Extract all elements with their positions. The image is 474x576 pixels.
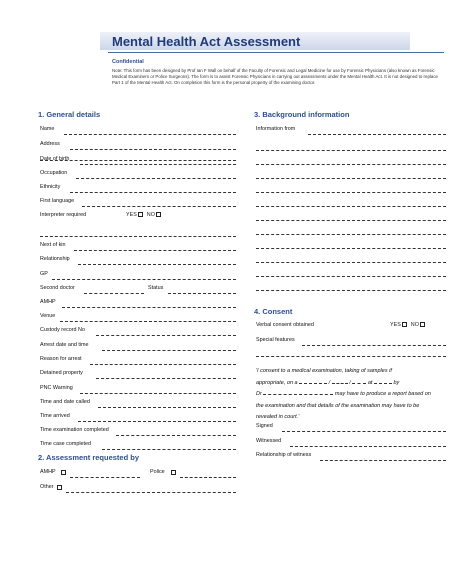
field-witness-relationship-label: Relationship of witness <box>256 452 312 458</box>
field-pnc-warning-label: PNC Warning <box>40 385 73 391</box>
field-special-features-label: Special features <box>256 337 295 343</box>
field-first-language[interactable] <box>40 198 236 207</box>
requested-police-checkbox[interactable] <box>171 470 176 475</box>
field-requested-other[interactable] <box>40 484 236 493</box>
background-line-1[interactable] <box>256 150 446 151</box>
field-occupation[interactable] <box>40 170 236 179</box>
field-amhp[interactable] <box>40 299 236 308</box>
field-occupation-line[interactable] <box>76 178 236 179</box>
background-line-10[interactable] <box>256 276 446 277</box>
field-signed[interactable] <box>256 423 446 432</box>
field-second-doctor-line[interactable] <box>84 293 144 294</box>
field-name-line[interactable] <box>64 134 236 135</box>
field-special-features[interactable] <box>256 337 446 346</box>
field-address[interactable] <box>40 141 236 150</box>
section-assessment-heading: 2. Assessment requested by <box>38 453 140 462</box>
field-venue[interactable] <box>40 313 236 322</box>
field-detained-property[interactable] <box>40 370 236 379</box>
consent-no-checkbox[interactable] <box>420 322 425 327</box>
field-time-arrived-label: Time arrived <box>40 413 70 419</box>
field-dob-line[interactable] <box>80 164 236 165</box>
special-features-line-2[interactable] <box>256 356 446 357</box>
field-witnessed-label: Witnessed <box>256 438 282 444</box>
field-first-language-line[interactable] <box>82 206 236 207</box>
field-name-label: Name <box>40 126 55 132</box>
confidential-label: Confidential <box>112 59 144 65</box>
consent-line-1: 'I consent to a medical examination, taking of samples if <box>256 368 392 374</box>
field-time-case-completed-label: Time case completed <box>40 441 92 447</box>
field-detained-property-line[interactable] <box>96 378 236 379</box>
field-requested-other-line[interactable] <box>66 492 236 493</box>
consent-yes-no <box>390 322 429 328</box>
field-dob-label: Date of birth <box>40 156 70 162</box>
consent-yes-checkbox[interactable] <box>402 322 407 327</box>
section-background-heading: 3. Background information <box>254 110 350 119</box>
field-arrest-datetime-label: Arrest date and time <box>40 342 89 348</box>
field-time-case-completed-line[interactable] <box>102 449 236 450</box>
field-requested-amhp-label: AMHP <box>40 469 56 475</box>
field-info-from-line[interactable] <box>308 134 446 135</box>
field-ethnicity[interactable] <box>40 184 236 193</box>
field-ethnicity-label: Ethnicity <box>40 184 61 190</box>
field-requested-other-label: Other <box>40 484 54 490</box>
field-venue-label: Venue <box>40 313 56 319</box>
consent-no-label: NO <box>410 322 419 328</box>
consent-line-2: appropriate, on a / / at by <box>256 379 400 386</box>
background-line-6[interactable] <box>256 220 446 221</box>
field-relationship-line[interactable] <box>78 264 236 265</box>
field-amhp-label: AMHP <box>40 299 56 305</box>
field-next-of-kin-label: Next of kin <box>40 242 66 248</box>
field-pnc-warning[interactable] <box>40 385 236 394</box>
field-second-doctor[interactable] <box>40 285 144 294</box>
background-line-11[interactable] <box>256 290 446 291</box>
field-time-exam-completed[interactable] <box>40 427 236 436</box>
form-note: Note: This form has been designed by Prof Ian F Wall on behalf of the Faculty of Forensic and Legal Medicine for use by Forensic Physicians (also known as Forensic Medical Examiners or Police Surgeons). The form is to assist Forensic Physicians in carrying out assessments under the Mental Health Act. It is not designed to replace Part 1 of the Mental Health Act. On completion this form is the personal property of the examining doctor. <box>112 68 438 85</box>
consent-doctor-blank[interactable] <box>263 389 333 395</box>
field-pnc-warning-line[interactable] <box>80 393 236 394</box>
interpreter-yes-label: YES <box>126 212 137 218</box>
field-special-features-line[interactable] <box>302 345 446 346</box>
field-verbal-consent-label: Verbal consent obtained <box>256 322 314 328</box>
field-time-called-label: Time and date called <box>40 399 90 405</box>
requested-other-checkbox[interactable] <box>57 485 62 490</box>
field-info-from-label: Information from <box>256 126 296 132</box>
field-next-of-kin-line[interactable] <box>74 250 236 251</box>
requested-amhp-checkbox[interactable] <box>61 470 66 475</box>
field-relationship-label: Relationship <box>40 256 70 262</box>
field-requested-police-line[interactable] <box>180 477 236 478</box>
field-time-exam-completed-label: Time examination completed <box>40 427 109 433</box>
section-general-heading: 1. General details <box>38 110 101 119</box>
background-line-4[interactable] <box>256 192 446 193</box>
consent-time-blank[interactable] <box>374 378 392 384</box>
field-next-of-kin[interactable] <box>40 242 236 251</box>
field-reason-arrest-label: Reason for arrest <box>40 356 82 362</box>
field-time-exam-completed-line[interactable] <box>116 435 236 436</box>
field-witness-relationship-line[interactable] <box>320 460 446 461</box>
consent-date-blank[interactable] <box>299 378 327 384</box>
field-venue-line[interactable] <box>60 321 236 322</box>
field-reason-arrest[interactable] <box>40 356 236 365</box>
interpreter-line[interactable] <box>40 236 236 237</box>
field-time-called-line[interactable] <box>98 407 236 408</box>
consent-line-4: the examination and that details of the examination may have to be <box>256 402 420 409</box>
interpreter-yes-checkbox[interactable] <box>138 212 143 217</box>
background-line-2[interactable] <box>256 164 446 165</box>
field-status[interactable] <box>148 285 236 294</box>
field-custody-record-line[interactable] <box>96 335 236 336</box>
field-requested-police[interactable] <box>150 469 236 478</box>
field-signed-line[interactable] <box>282 431 446 432</box>
field-gp-label: GP <box>40 271 48 277</box>
background-line-3[interactable] <box>256 178 446 179</box>
field-status-line[interactable] <box>168 293 236 294</box>
field-gp-line[interactable] <box>52 279 236 280</box>
interpreter-no-label: NO <box>146 212 155 218</box>
field-second-doctor-label: Second doctor <box>40 285 75 291</box>
field-requested-police-label: Police <box>150 469 165 475</box>
field-time-arrived-line[interactable] <box>78 421 236 422</box>
field-time-called[interactable] <box>40 399 236 408</box>
field-witnessed-line[interactable] <box>290 446 446 447</box>
field-detained-property-label: Detained property <box>40 370 83 376</box>
interpreter-yes-no <box>126 212 165 218</box>
background-line-8[interactable] <box>256 248 446 249</box>
field-requested-amhp[interactable] <box>40 469 140 478</box>
consent-line-3: Dr may have to produce a report based on <box>256 391 431 397</box>
background-line-9[interactable] <box>256 262 446 263</box>
field-verbal-consent <box>256 322 376 331</box>
consent-month-blank[interactable] <box>332 378 348 384</box>
interpreter-no-checkbox[interactable] <box>156 212 161 217</box>
field-gp[interactable] <box>40 271 236 280</box>
field-interpreter-label: Interpreter required <box>40 212 87 218</box>
field-first-language-label: First language <box>40 198 75 204</box>
section-consent-heading: 4. Consent <box>254 307 293 316</box>
page-title: Mental Health Act Assessment <box>112 34 301 49</box>
field-dob[interactable] <box>40 156 236 165</box>
field-name[interactable] <box>40 126 236 135</box>
field-time-case-completed[interactable] <box>40 441 236 450</box>
field-time-arrived[interactable] <box>40 413 236 422</box>
field-ethnicity-line[interactable] <box>70 192 236 193</box>
field-address-label: Address <box>40 141 60 147</box>
field-amhp-line[interactable] <box>62 307 236 308</box>
field-status-label: Status <box>148 285 164 291</box>
consent-statement <box>256 366 446 424</box>
consent-line-5: revealed in court.' <box>256 414 300 420</box>
field-occupation-label: Occupation <box>40 170 68 176</box>
field-info-from[interactable] <box>256 126 446 135</box>
field-witness-relationship[interactable] <box>256 452 446 461</box>
field-address-line[interactable] <box>70 149 236 150</box>
field-signed-label: Signed <box>256 423 273 429</box>
background-line-5[interactable] <box>256 206 446 207</box>
header-divider <box>108 52 444 53</box>
consent-year-blank[interactable] <box>352 378 366 384</box>
field-custody-record-label: Custody record No <box>40 327 85 333</box>
field-witnessed[interactable] <box>256 438 446 447</box>
field-arrest-datetime-line[interactable] <box>102 350 236 351</box>
consent-yes-label: YES <box>390 322 401 328</box>
field-custody-record[interactable] <box>40 327 236 336</box>
field-relationship[interactable] <box>40 256 236 265</box>
field-reason-arrest-line[interactable] <box>90 364 236 365</box>
field-arrest-datetime[interactable] <box>40 342 236 351</box>
field-requested-amhp-line[interactable] <box>70 477 140 478</box>
background-line-7[interactable] <box>256 234 446 235</box>
